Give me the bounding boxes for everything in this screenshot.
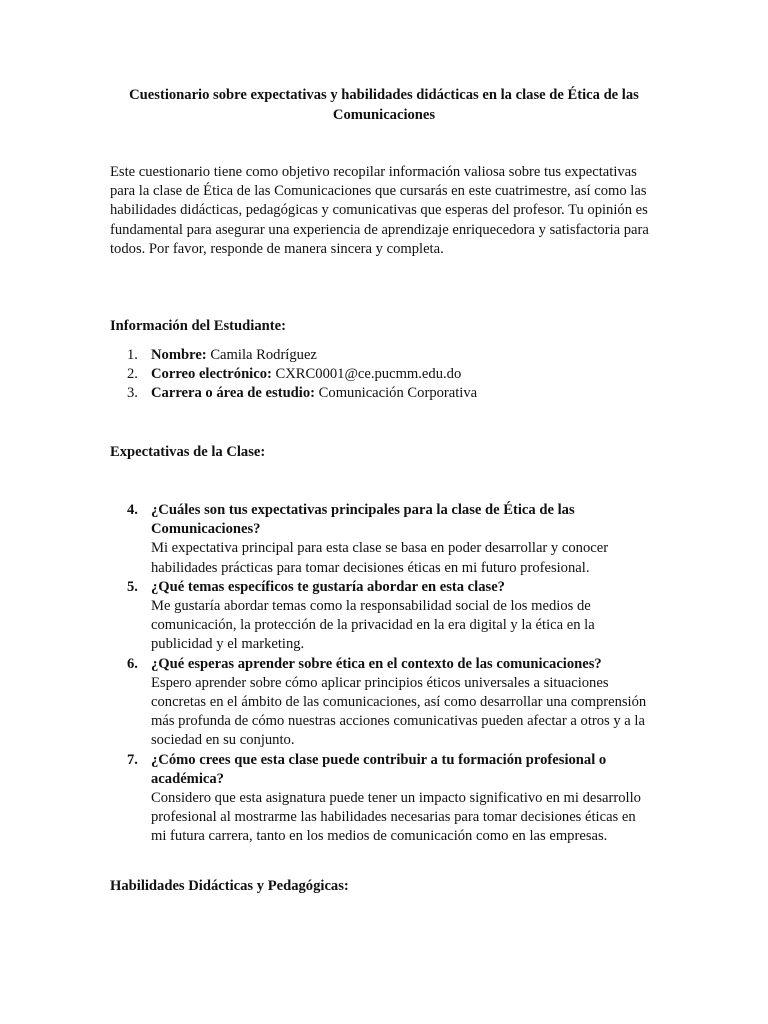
item-number: 2. bbox=[127, 366, 138, 383]
answer-text: Mi expectativa principal para esta clase se basa en poder desarrollar y conocer habilidades prácticas para tomar decisiones éticas en mi futuro profesional. bbox=[151, 540, 609, 576]
item-number: 5. bbox=[127, 578, 138, 595]
name-value: Camila Rodríguez bbox=[206, 347, 317, 363]
question-text: ¿Cómo crees que esta clase puede contribuir a tu formación profesional o académica? bbox=[151, 751, 607, 787]
item-number: 7. bbox=[127, 751, 138, 768]
list-item bbox=[110, 365, 650, 384]
list-item bbox=[110, 346, 650, 365]
career-value: Comunicación Corporativa bbox=[315, 385, 478, 402]
document-title: Cuestionario sobre expectativas y habilidades didácticas en la clase de Ética de las Comunicaciones bbox=[129, 87, 639, 123]
item-number: 6. bbox=[127, 655, 138, 672]
question-text: ¿Qué esperas aprender sobre ética en el contexto de las comunicaciones? bbox=[151, 655, 602, 672]
answer-text: Considero que esta asignatura puede tener un impacto significativo en mi desarrollo profesional al mostrarme las habilidades necesarias para tomar decisiones éticas en mi futura carrera, tanto en los medios de comunicación como en las empresas. bbox=[151, 790, 641, 845]
list-item bbox=[110, 384, 650, 403]
question-text: ¿Cuáles son tus expectativas principales para la clase de Ética de las Comunicaciones? bbox=[151, 502, 575, 538]
question-text: ¿Qué temas específicos te gustaría abordar en esta clase? bbox=[151, 578, 505, 595]
student-info-heading: Información del Estudiante: bbox=[110, 318, 286, 334]
career-label: Carrera o área de estudio: bbox=[151, 385, 316, 402]
item-number: 4. bbox=[127, 502, 138, 518]
email-value: CXRC0001@ce.pucmm.edu.do bbox=[271, 366, 462, 383]
expectations-list bbox=[110, 501, 650, 847]
list-item bbox=[110, 578, 650, 655]
student-info-list bbox=[110, 346, 650, 404]
expectations-heading: Expectativas de la Clase: bbox=[110, 444, 266, 460]
skills-heading: Habilidades Didácticas y Pedagógicas: bbox=[110, 878, 349, 894]
intro-paragraph: Este cuestionario tiene como objetivo recopilar información valiosa sobre tus expectativas para la clase de Ética de las Comunicaciones que cursarás en este cuatrimestre, así como las habilidades didácticas, pedagógicas y comunicativas que esperas del profesor. Tu opinión es fundamental para asegurar una experiencia de aprendizaje enriquecedora y satisfactoria para todos. Por favor, responde de manera sincera y completa. bbox=[110, 164, 649, 257]
item-number: 3. bbox=[127, 385, 138, 402]
name-label: Nombre: bbox=[151, 347, 207, 363]
list-item bbox=[110, 655, 650, 751]
list-item bbox=[110, 501, 650, 578]
item-number: 1. bbox=[127, 347, 138, 363]
answer-text: Espero aprender sobre cómo aplicar principios éticos universales a situaciones concretas en el ámbito de las comunicaciones, así como desarrollar una comprensión más profunda de cómo nuestras acciones comunicativas pueden afectar a otros y a la sociedad en su conjunto. bbox=[151, 674, 647, 749]
answer-text: Me gustaría abordar temas como la responsabilidad social de los medios de comunicación, la protección de la privacidad en la era digital y la ética en la publicidad y el marketing. bbox=[151, 598, 595, 653]
email-label: Correo electrónico: bbox=[151, 366, 272, 383]
list-item bbox=[110, 751, 650, 847]
